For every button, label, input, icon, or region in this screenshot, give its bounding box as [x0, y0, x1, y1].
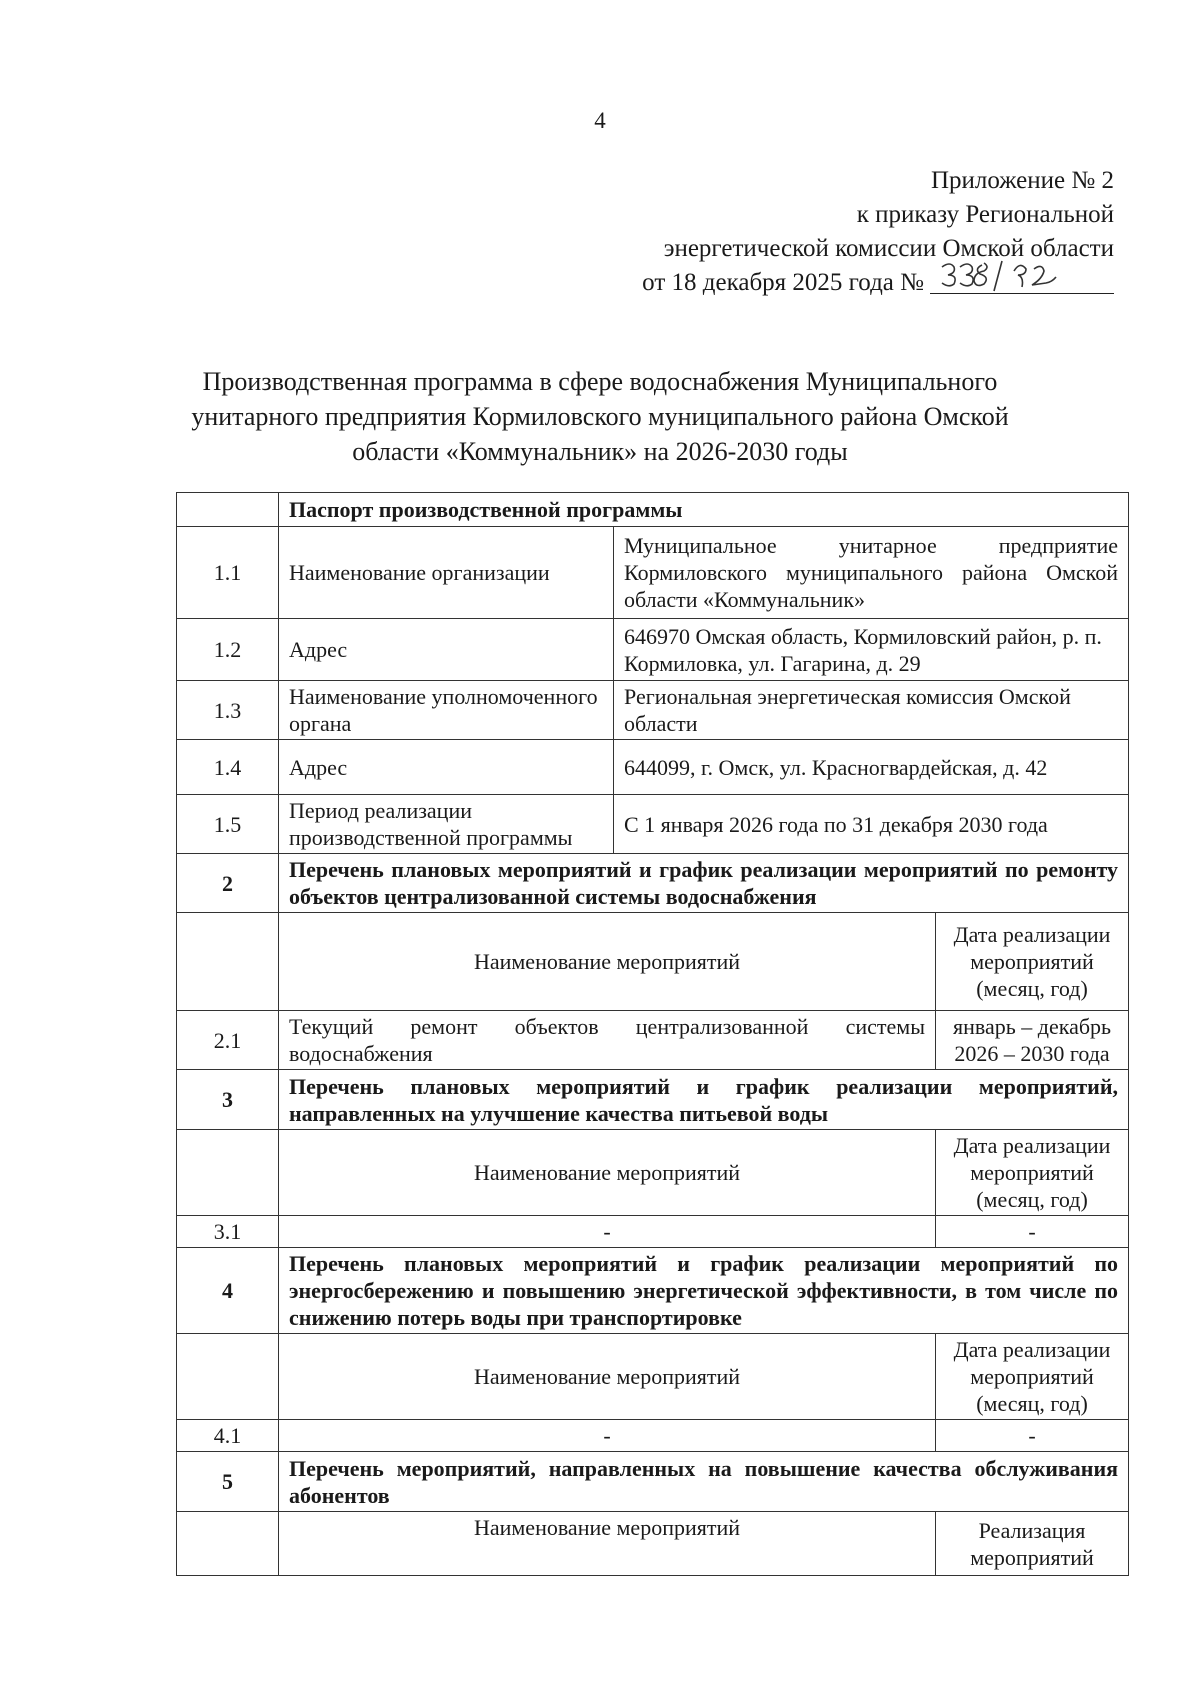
title-line-1: Производственная программа в сфере водоснабжения Муниципального	[202, 367, 998, 396]
appendix-line-3: энергетической комиссии Омской области	[663, 235, 1114, 262]
title-line-2: унитарного предприятия Кормиловского муниципального района Омской	[191, 402, 1009, 431]
item-name: -	[279, 1420, 936, 1452]
passport-row	[177, 681, 1129, 740]
order-number-handwriting	[930, 253, 1114, 293]
section-item-row	[177, 1216, 1129, 1248]
row-number: 1.2	[177, 619, 279, 681]
page-number: 4	[594, 108, 606, 133]
item-date: -	[936, 1420, 1129, 1452]
section-columns-row	[177, 1334, 1129, 1420]
passport-header: Паспорт производственной программы	[279, 493, 1129, 527]
column-header-date: Дата реализации мероприятий (месяц, год)	[936, 1130, 1129, 1216]
passport-row	[177, 740, 1129, 795]
section-title: Перечень плановых мероприятий и график реализации мероприятий по ремонту объектов централизованной системы водоснабжения	[279, 854, 1129, 913]
row-number: 1.4	[177, 740, 279, 795]
passport-header-num-cell	[177, 493, 279, 527]
column-header-date: Реализация мероприятий	[936, 1512, 1129, 1576]
section-number: 5	[177, 1452, 279, 1512]
section-title: Перечень плановых мероприятий и график реализации мероприятий по энергосбережению и повышению энергетической эффективности, в том числе по снижению потерь воды при транспортировке	[279, 1248, 1129, 1334]
row-number: 1.1	[177, 527, 279, 619]
column-header-date: Дата реализации мероприятий (месяц, год)	[936, 1334, 1129, 1420]
section-columns-num-cell	[177, 913, 279, 1011]
section-title: Перечень плановых мероприятий и график реализации мероприятий, направленных на улучшение качества питьевой воды	[279, 1070, 1129, 1130]
row-number: 1.3	[177, 681, 279, 740]
section-columns-num-cell	[177, 1130, 279, 1216]
appendix-line-1: Приложение № 2	[930, 167, 1114, 194]
order-number-value	[930, 267, 933, 301]
section-columns-num-cell	[177, 1334, 279, 1420]
row-number: 1.5	[177, 795, 279, 854]
order-number-field	[930, 267, 1114, 294]
title-line-3: области «Коммунальник» на 2026-2030 годы	[352, 437, 848, 466]
column-header-name: Наименование мероприятий	[279, 1334, 936, 1420]
appendix-line-2: к приказу Региональной	[856, 201, 1114, 228]
section-columns-num-cell	[177, 1512, 279, 1576]
item-date: январь – декабрь 2026 – 2030 года	[936, 1011, 1129, 1070]
section-header-row	[177, 1070, 1129, 1130]
order-date-text: от 18 декабря 2025 года №	[642, 269, 924, 296]
row-label: Период реализации производственной программы	[279, 795, 614, 854]
passport-row	[177, 795, 1129, 854]
section-number: 4	[177, 1248, 279, 1334]
row-value: Региональная энергетическая комиссия Омской области	[614, 681, 1129, 740]
row-value: 644099, г. Омск, ул. Красногвардейская, д. 42	[614, 740, 1129, 795]
section-columns-row	[177, 913, 1129, 1011]
section-columns-row	[177, 1512, 1129, 1576]
passport-header-row	[177, 493, 1129, 527]
passport-row	[177, 619, 1129, 681]
section-title: Перечень мероприятий, направленных на повышение качества обслуживания абонентов	[279, 1452, 1129, 1512]
item-name: -	[279, 1216, 936, 1248]
item-number: 4.1	[177, 1420, 279, 1452]
appendix-line-4	[642, 266, 1114, 300]
document-title	[160, 364, 1040, 469]
row-label: Наименование организации	[279, 527, 614, 619]
section-item-row	[177, 1420, 1129, 1452]
section-header-row	[177, 1248, 1129, 1334]
row-label: Адрес	[279, 619, 614, 681]
item-date: -	[936, 1216, 1129, 1248]
item-number: 2.1	[177, 1011, 279, 1070]
passport-table	[176, 492, 1129, 1576]
row-value: 646970 Омская область, Кормиловский район, р. п. Кормиловка, ул. Гагарина, д. 29	[614, 619, 1129, 681]
row-label: Наименование уполномоченного органа	[279, 681, 614, 740]
row-label: Адрес	[279, 740, 614, 795]
section-header-row	[177, 854, 1129, 913]
section-columns-row	[177, 1130, 1129, 1216]
passport-row	[177, 527, 1129, 619]
row-value: Муниципальное унитарное предприятие Кормиловского муниципального района Омской области «Коммунальник»	[614, 527, 1129, 619]
column-header-name: Наименование мероприятий	[279, 1130, 936, 1216]
column-header-name: Наименование мероприятий	[279, 913, 936, 1011]
column-header-date: Дата реализации мероприятий (месяц, год)	[936, 913, 1129, 1011]
section-item-row	[177, 1011, 1129, 1070]
item-name: Текущий ремонт объектов централизованной системы водоснабжения	[279, 1011, 936, 1070]
row-value: С 1 января 2026 года по 31 декабря 2030 года	[614, 795, 1129, 854]
section-number: 3	[177, 1070, 279, 1130]
column-header-name: Наименование мероприятий	[279, 1512, 936, 1576]
item-number: 3.1	[177, 1216, 279, 1248]
appendix-block	[642, 164, 1114, 300]
section-number: 2	[177, 854, 279, 913]
section-header-row	[177, 1452, 1129, 1512]
